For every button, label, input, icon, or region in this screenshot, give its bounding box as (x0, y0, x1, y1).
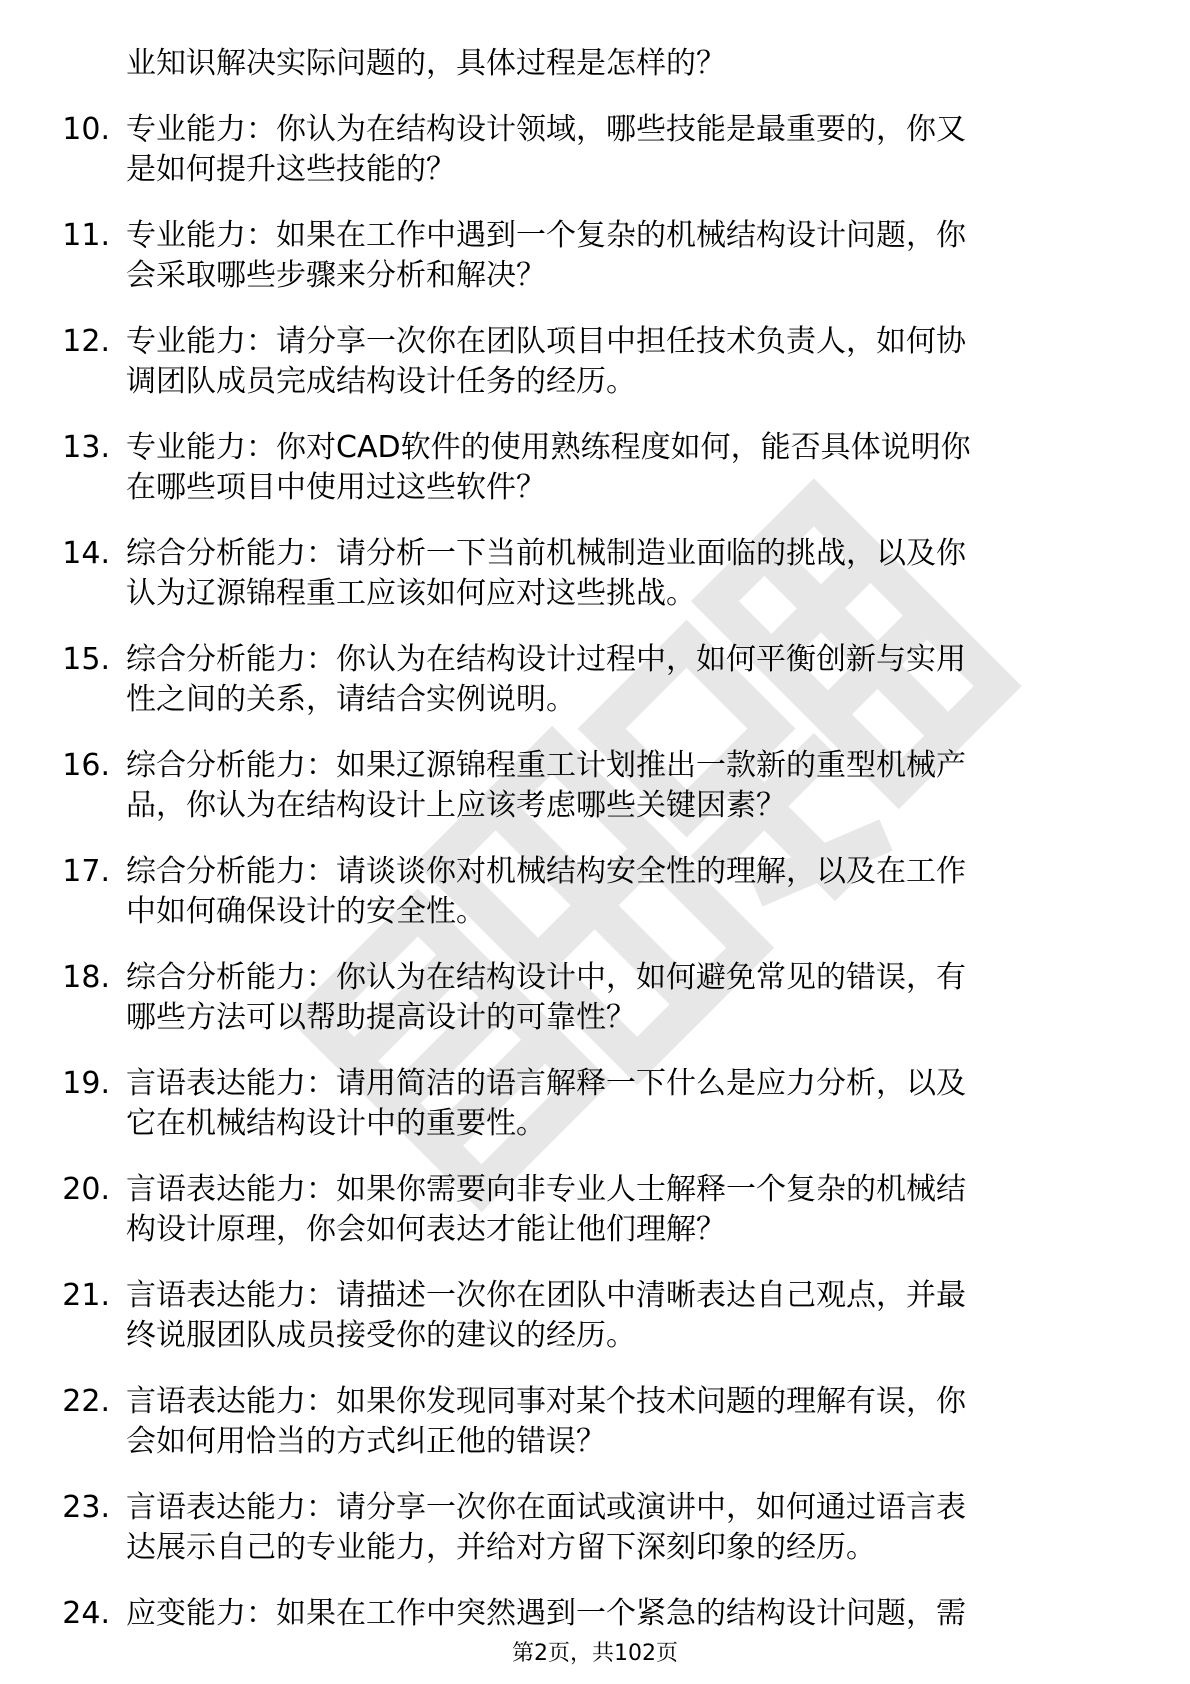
question-text-line: 会如何用恰当的方式纠正他的错误？ (126, 1424, 606, 1459)
question-text-line: 言语表达能力：请描述一次你在团队中清晰表达自己观点，并最 (126, 1278, 966, 1313)
question-text-line: 品，你认为在结构设计上应该考虑哪些关键因素？ (126, 788, 786, 823)
question-text-line: 是如何提升这些技能的？ (126, 152, 456, 187)
question-text-line: 言语表达能力：如果你发现同事对某个技术问题的理解有误，你 (126, 1384, 966, 1419)
question-number: 15. (62, 642, 110, 677)
question-item (0, 1488, 1116, 1568)
question-text-line: 专业能力：如果在工作中遇到一个复杂的机械结构设计问题，你 (126, 218, 966, 253)
question-text-line: 终说服团队成员接受你的建议的经历。 (126, 1318, 636, 1353)
question-text-line: 言语表达能力：请分享一次你在面试或演讲中，如何通过语言表 (126, 1490, 966, 1525)
question-number: 24. (62, 1596, 110, 1631)
question-item (0, 640, 1116, 720)
question-text-line: 会采取哪些步骤来分析和解决？ (126, 258, 546, 293)
question-text-line: 言语表达能力：请用简洁的语言解释一下什么是应力分析，以及 (126, 1066, 966, 1101)
question-item (0, 322, 1116, 402)
question-item (0, 1594, 1116, 1634)
question-item (0, 534, 1116, 614)
question-number: 22. (62, 1384, 110, 1419)
question-text-line: 综合分析能力：请分析一下当前机械制造业面临的挑战，以及你 (126, 536, 966, 571)
question-number: 11. (62, 218, 110, 253)
question-text-line: 专业能力：请分享一次你在团队项目中担任技术负责人，如何协 (126, 324, 966, 359)
question-text-line: 应变能力：如果在工作中突然遇到一个紧急的结构设计问题，需 (126, 1596, 966, 1631)
question-item (0, 110, 1116, 190)
question-number: 20. (62, 1172, 110, 1207)
question-item (0, 746, 1116, 826)
question-list (0, 110, 1190, 1634)
question-number: 17. (62, 854, 110, 889)
question-text-line: 言语表达能力：如果你需要向非专业人士解释一个复杂的机械结 (126, 1172, 966, 1207)
question-number: 18. (62, 960, 110, 995)
question-text-line: 专业能力：你认为在结构设计领域，哪些技能是最重要的，你又 (126, 112, 966, 147)
question-item (0, 1064, 1116, 1144)
question-text-line: 在哪些项目中使用过这些软件？ (126, 470, 546, 505)
question-item (0, 1276, 1116, 1356)
question-text-line: 综合分析能力：如果辽源锦程重工计划推出一款新的重型机械产 (126, 748, 966, 783)
question-text-line: 认为辽源锦程重工应该如何应对这些挑战。 (126, 576, 696, 611)
question-text-line: 综合分析能力：你认为在结构设计过程中，如何平衡创新与实用 (126, 642, 966, 677)
question-text-line: 综合分析能力：你认为在结构设计中，如何避免常见的错误，有 (126, 960, 966, 995)
question-number: 14. (62, 536, 110, 571)
question-number: 23. (62, 1490, 110, 1525)
question-number: 19. (62, 1066, 110, 1101)
question-number: 16. (62, 748, 110, 783)
question-item (0, 1382, 1116, 1462)
question-text-line: 它在机械结构设计中的重要性。 (126, 1106, 546, 1141)
question-text-line: 调团队成员完成结构设计任务的经历。 (126, 364, 636, 399)
question-text-line: 性之间的关系，请结合实例说明。 (126, 682, 576, 717)
question-text-line: 中如何确保设计的安全性。 (126, 894, 486, 929)
question-text-line: 构设计原理，你会如何表达才能让他们理解？ (126, 1212, 726, 1247)
question-item (0, 958, 1116, 1038)
question-number: 13. (62, 430, 110, 465)
question-number: 21. (62, 1278, 110, 1313)
question-item (0, 852, 1116, 932)
question-number: 12. (62, 324, 110, 359)
question-text-line: 专业能力：你对CAD软件的使用熟练程度如何，能否具体说明你 (126, 430, 971, 465)
question-content (0, 44, 1190, 1634)
question-text-line: 综合分析能力：请谈谈你对机械结构安全性的理解，以及在工作 (126, 854, 966, 889)
question-item (0, 216, 1116, 296)
question-number: 10. (62, 112, 110, 147)
question-text-line: 哪些方法可以帮助提高设计的可靠性？ (126, 1000, 636, 1035)
question-text-line: 达展示自己的专业能力，并给对方留下深刻印象的经历。 (126, 1530, 876, 1565)
question-item (0, 1170, 1116, 1250)
question-item (0, 428, 1116, 508)
continued-question-text: 业知识解决实际问题的，具体过程是怎样的？ (126, 46, 726, 81)
page-number-footer: 第2页，共102页 (512, 1641, 678, 1666)
